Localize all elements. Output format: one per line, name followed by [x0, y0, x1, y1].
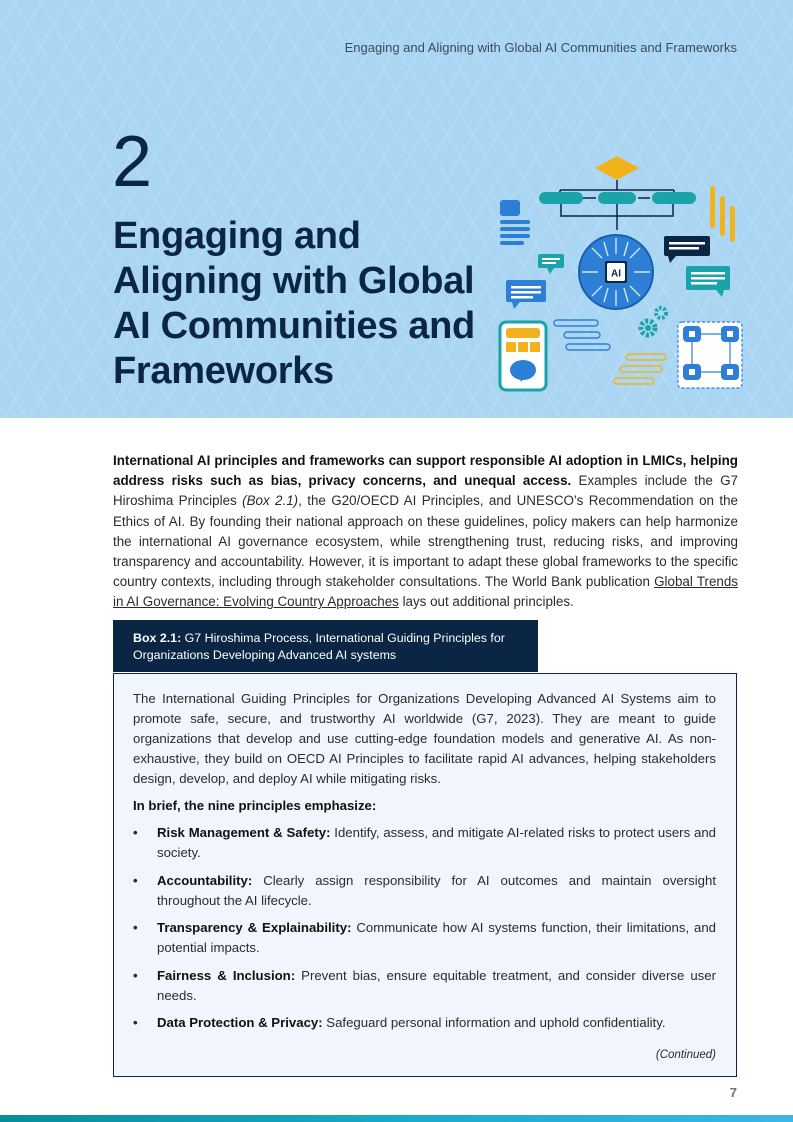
- principle-text: Identify, assess, and mitigate AI-related risks to protect users and society.: [157, 825, 717, 860]
- chapter-number: 2: [112, 122, 153, 202]
- list-item: [133, 918, 716, 958]
- principle-term: Accountability:: [157, 872, 253, 888]
- gear-icon: [641, 308, 666, 335]
- box-title: G7 Hiroshima Process, International Guiding Principles for Organizations Developing Advanced AI systems: [133, 631, 505, 662]
- publication-link[interactable]: Global Trends in AI Governance: Evolving Country Approaches: [113, 574, 738, 610]
- ai-network-illustration: [492, 150, 752, 400]
- running-head: Engaging and Aligning with Global AI Communities and Frameworks: [344, 40, 737, 55]
- box-2-1: [113, 673, 737, 1077]
- principle-term: Risk Management & Safety:: [157, 825, 331, 840]
- chapter-title: Engaging and Aligning with Global AI Communities and Frameworks: [113, 215, 475, 392]
- intro-lead: International AI principles and frameworks can support responsible AI adoption in LMICs, helping address risks such as bias, privacy concerns, and unequal access.: [113, 453, 738, 489]
- ai-badge: AI: [611, 268, 621, 280]
- bullet: •: [133, 967, 138, 983]
- principle-text: Safeguard personal information and uphold confidentiality.: [322, 1015, 666, 1030]
- intro-paragraph: [113, 451, 738, 613]
- flowchart-icon: [539, 156, 696, 230]
- box-label: Box 2.1:: [133, 631, 182, 645]
- text-lines-icon: [614, 354, 666, 384]
- principles-list: [133, 823, 716, 1033]
- continued-label: (Continued): [655, 1049, 716, 1061]
- principle-term: Fairness & Inclusion:: [157, 967, 296, 983]
- principle-text: Prevent bias, ensure equitable treatment, and consider diverse user needs.: [157, 967, 717, 1003]
- intro-text: lays out additional principles.: [398, 594, 574, 610]
- box-body: The International Guiding Principles for Organizations Developing Advanced AI Systems aim to promote safe, secure, and trustworthy AI worldwide (G7, 2023). They are meant to guide organizations that develop and use cutting-edge foundation models and generative AI. As non-exhaustive, they build on OECD AI Principles to facilitate rapid AI advances, helping stakeholders design, develop, and deploy AI while mitigating risks.: [133, 691, 716, 786]
- chapter-banner: [0, 0, 793, 418]
- principle-text: Clearly assign responsibility for AI outcomes and maintain oversight throughout the AI lifecycle.: [157, 872, 716, 908]
- bullet: •: [133, 920, 138, 935]
- box-reference: (Box 2.1): [242, 493, 299, 509]
- list-item: [133, 1013, 716, 1033]
- principle-text: Communicate how AI systems function, their limitations, and potential impacts.: [157, 920, 716, 955]
- footer-bar: [0, 1115, 793, 1122]
- bullet: •: [133, 1015, 138, 1030]
- box-header: [113, 620, 538, 672]
- list-item: [133, 966, 716, 1006]
- text-lines-icon: [554, 320, 610, 350]
- phone-icon: [500, 322, 546, 390]
- page-number: 7: [729, 1085, 737, 1100]
- bullet: •: [133, 825, 138, 840]
- list-item: [133, 871, 716, 911]
- bar-icon: [710, 186, 735, 242]
- document-icon: [500, 200, 530, 245]
- intro-text: , the G20/OECD AI Principles, and UNESCO’s Recommendation on the Ethics of AI. By founding their national approach on these guidelines, policy makers can help harmonize the international AI governance ecosystem, while strengthening trust, reducing risks, and improving transparency and accountability. However, it is important to adapt these global frameworks to the specific country contexts, including through stakeholder consultations. The World Bank publication: [113, 493, 739, 590]
- network-grid-icon: [678, 322, 742, 388]
- box-lead: In brief, the nine principles emphasize:: [133, 798, 377, 813]
- ai-globe-icon: [579, 235, 653, 309]
- principle-term: Data Protection & Privacy:: [157, 1015, 323, 1030]
- bullet: •: [133, 872, 138, 888]
- intro-text: Examples include the G7 Hiroshima Principles: [113, 473, 738, 509]
- principle-term: Transparency & Explainability:: [157, 920, 352, 935]
- list-item: [133, 823, 716, 863]
